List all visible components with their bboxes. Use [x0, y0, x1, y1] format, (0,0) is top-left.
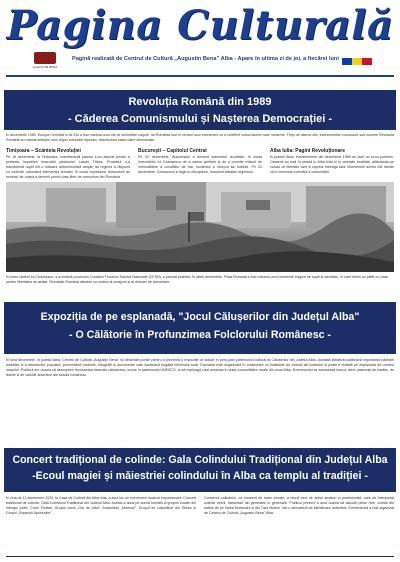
column-text: Pe 16 decembrie, la Timișoara, manifestanții pașnici s-au adunat pentru a protesta împotriva evacuării pastorului László Tőkés. Protestul s-a transformat rapid într-o mișcare anticomunistă amplă, iar regimul a răspuns cu violență, ordonând intervenția armatei. În ciuda represiunii, timișorenii au rezistat, iar orașul a devenit primul oraș liber de comunism din România. — [6, 155, 130, 179]
column-heading: București – Capitolul Central — [138, 148, 207, 154]
column-text: În ziua de 11 decembrie 2024, la Casa de Cultură din Alba Iulia, a avut loc un eveniment muzical impresionant: Concert tradițional de colinde: Gala Colindului Tradițional din Județul Alba. Acesta a adus pe scenă formații și grupuri vocale din întregul județ: Corul Trinitas, Grupul vocal „Dor de Alba”, Ansamblul „Mureșul”, Grupul de colindători din Sebeș și Grupul „Rapsozii Apusenilor”. — [6, 496, 196, 515]
crowd-illustration — [6, 182, 394, 272]
headline-line1: Revoluția Română din 1989 — [128, 96, 272, 108]
article-headline-carols — [4, 448, 396, 492]
revolution-crowd-photo — [6, 182, 394, 272]
flag-stripe-yellow — [352, 58, 362, 65]
romanian-flag-icon — [342, 58, 372, 65]
footer-divider — [6, 556, 394, 557]
institution-crest — [26, 52, 64, 72]
masthead-tagline: Pagină realizată de Centrul de Cultură „Augustin Bena” Alba - Apare în ultima zi de joi, a fiecărei luni — [72, 56, 339, 62]
masthead-divider — [6, 75, 394, 77]
column-heading: Alba Iulia: Pagini Revoluționare — [270, 148, 346, 154]
publication-title: Pagina Culturală — [6, 2, 394, 49]
headline-line2: - O Călătorie în Profunzimea Folclorului Românesc - — [69, 329, 331, 341]
column-text: Pe 20 decembrie, Bucureștiul a devenit epicentrul revoluției. În ciuda încercărilor lui Ceaușescu de a calma spiritele și de a promite măsuri de îmbunătățire a condițiilor de trai, mulțimea a început să huiduie. Pe 22 decembrie, Ceaușescu a fugit cu elicopterul, marcând sfârșitul regimului. — [138, 155, 262, 174]
headline-line2: -Ecoul magiei și măiestriei colindului în Alba ca templu al tradiției - — [32, 470, 368, 482]
article-headline-exhibition — [4, 302, 396, 354]
flag-stripe-red — [362, 58, 372, 65]
column-heading: Timișoara – Scânteia Revoluției — [6, 148, 81, 154]
article-headline-revolution — [4, 90, 396, 130]
crest-label: AUGUSTIN BENA — [32, 65, 58, 69]
headline-line2: - Căderea Comunismului și Nașterea Democrației - — [67, 113, 333, 125]
headline-line1: Expoziția de pe esplanadă, "Jocul Călușerilor din Județul Alba" — [40, 311, 360, 323]
column-text: Concertul colindului, ca moment de mare emoție, a reunit zeci de artiști amatori și profesioniști, care au interpretat colinde vechi, transmise din generație în generație. Publicul prezent a avut ocazia să asculte piese rare, culese din satele de pe Valea Mureșului și din Țara Moților, într-o atmosferă de sărbătoare autentică. Evenimentul a fost organizat de Centrul de Cultură „Augustin Bena” Alba. — [204, 496, 394, 515]
masthead — [0, 0, 400, 80]
photo-caption: În urma căderii lui Ceaușescu, s-a instituit provizoriu Consiliul Frontului Salvării Naționale (CFSN), a preluat puterea. În zilele decembrie, Piața Romană a fost martora unor momente tragice de luptă și sacrificiu, în care tinerii au plătit cu viața pentru libertatea de astăzi. Revoluția Română rămâne un simbol al curajului și al dorinței de schimbare. — [6, 275, 388, 284]
crest-emblem — [34, 52, 56, 64]
headline-line1: Concert tradițional de colinde: Gala Colindului Tradițional din Județul Alba — [12, 454, 388, 466]
article-text: În luna decembrie, în județul Alba, Centrul de Cultură „Augustin Bena” își deschide porțile pentru a prezenta o expoziție ce aduce în prim-plan patrimoniul cultural al Călușerilor din Județul Alba. Această inițiativă subliniază importanța păstrării tradițiilor și a obiceiurilor populare, prezentând costume, fotografii și documente care ilustrează bogăția folclorului local. Expoziția este organizată în colaborare cu instituțiile de cultură ale județului și poate fi vizitată pe esplanada din centrul orașului. Publicul are ocazia să descopere frumusețea dansului călușeresc, inclus în patrimoniul UNESCO, și să înțeleagă rolul acestuia în viața comunităților rurale din zona Alba. Evenimentul se adresează tuturor celor pasionați de tradiție, de istorie și de valorile autentice ale satului românesc. — [6, 358, 394, 377]
article-intro: În decembrie 1989, Europa Centrală și de Est a fost martora unui val de schimbări majore, iar România fost în centrul unui eveniment ce a redefinit cursul istoriei sale moderne. Timp de câteva zile, evenimentele cunoscute sub numele Revoluția Română au marcat sfârșitul unui regim comunist represiv, deschizând calea către democrație. — [6, 133, 394, 142]
column-text: În județul Alba, evenimentele din decembrie 1989 au avut un ecou puternic. Oamenii au ieșit în stradă în Alba Iulia și în celelalte localități, alăturându-se valului de libertate care a cuprins întreaga țară. Momentele acelor zile rămân vii în memoria colectivă a comunității. — [270, 155, 394, 174]
flag-stripe-blue — [342, 58, 352, 65]
